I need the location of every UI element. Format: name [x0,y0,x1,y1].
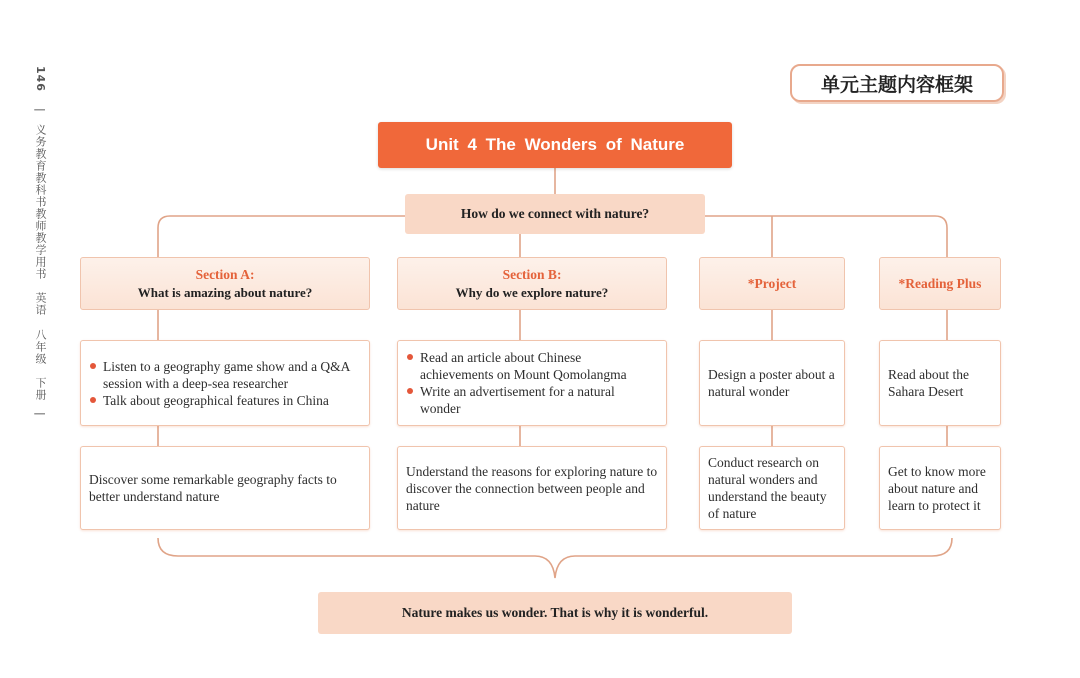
main-question: How do we connect with nature? [405,194,705,234]
grade: 八年级 [34,328,47,365]
section-b-goal-text: Understand the reasons for exploring nature to discover the connection between people and nature [406,463,658,513]
section-a-goal-text: Discover some remarkable geography facts to better understand nature [89,472,337,504]
reading-plus-label: *Reading Plus [898,275,982,291]
page-number: 146 [34,66,47,92]
section-a-header [80,257,370,310]
project-goal-text: Conduct research on natural wonders and understand the beauty of nature [708,455,827,521]
section-a-question: What is amazing about nature? [137,284,313,300]
section-b-question: Why do we explore nature? [455,284,609,300]
unit-title: Unit 4 The Wonders of Nature [378,122,732,168]
project-header [699,257,845,310]
connector-right-branch [705,216,947,257]
separator: | [34,108,47,114]
reading-plus-goal-text: Get to know more about nature and learn to protect it [888,463,986,513]
reading-plus-header [879,257,1001,310]
section-a-activities [80,340,370,426]
activity-item: Read an article about Chinese achievements on Mount Qomolangma [406,349,658,383]
section-a-goal [80,446,370,530]
section-b-label: Section B: [502,266,562,282]
section-b-goal [397,446,667,530]
bottom-brace [158,538,952,578]
connector-left-branch [158,216,405,257]
section-b-activities [397,340,667,426]
project-activity-text: Design a poster about a natural wonder [708,367,835,399]
unit-framework-badge: 单元主题内容框架 [790,64,1004,102]
volume: 下册 [34,377,47,402]
reading-plus-goal [879,446,1001,530]
section-a-label: Section A: [195,266,255,282]
book-title: 义务教育教科书教师教学用书 [34,123,47,280]
reading-plus-activity-text: Read about the Sahara Desert [888,367,969,399]
activity-item: Write an advertisement for a natural wonder [406,383,658,417]
section-b-header [397,257,667,310]
project-label: *Project [747,275,797,291]
project-activity [699,340,845,426]
project-goal [699,446,845,530]
activity-item: Listen to a geography game show and a Q&A session with a deep-sea researcher [89,358,361,392]
conclusion: Nature makes us wonder. That is why it is wonderful. [318,592,792,634]
reading-plus-activity [879,340,1001,426]
separator-end: | [34,411,47,417]
subject: 英语 [34,292,47,317]
activity-item: Talk about geographical features in China [89,392,361,409]
